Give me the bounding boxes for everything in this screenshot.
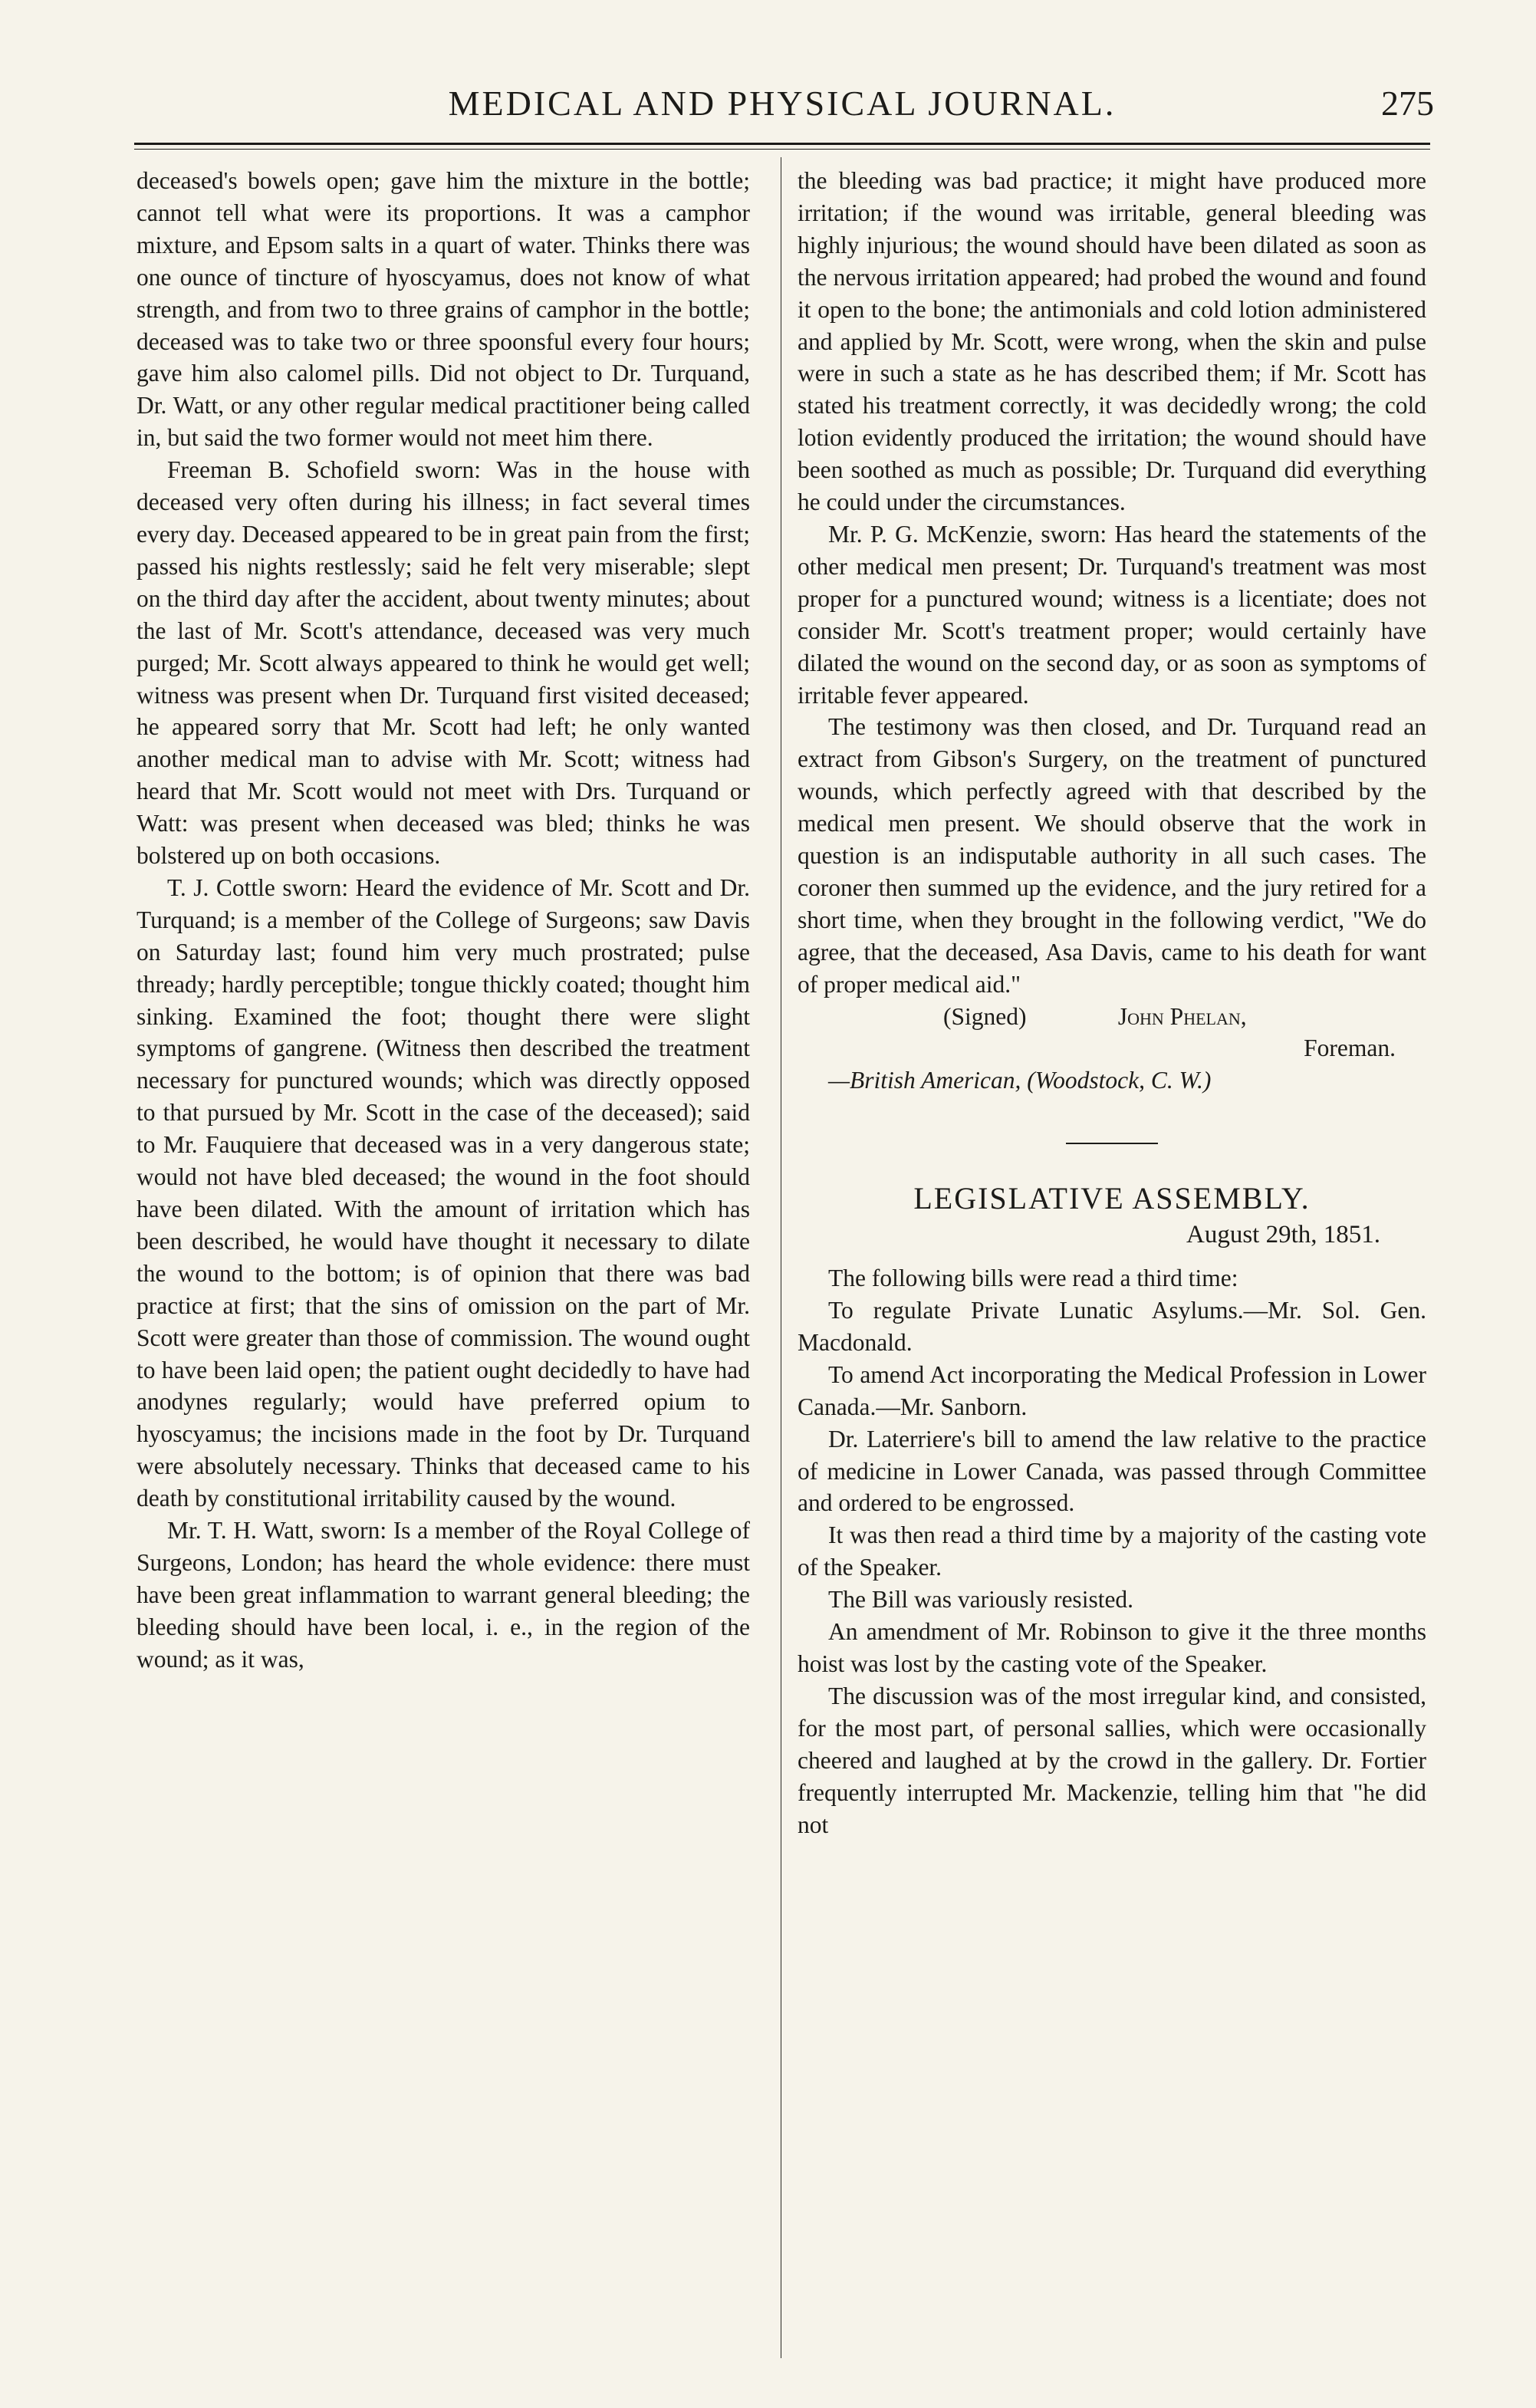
paragraph-laterriere-bill: Dr. Laterriere's bill to amend the law relative to the practice of medicine in Lower Canada, was passed through Committee and ordered to be engrossed.: [798, 1425, 1426, 1517]
header-rule: [134, 143, 1430, 145]
section-date: August 29th, 1851.: [1186, 1221, 1380, 1249]
paragraph-bills-intro: The following bills were read a third time:: [828, 1265, 1238, 1292]
section-title: LEGISLATIVE ASSEMBLY.: [913, 1181, 1311, 1216]
paragraph-verdict: The testimony was then closed, and Dr. Turquand read an extract from Gibson's Surgery, on the treatment of punctured wounds, which perfectly agreed with that described by the medical men present. We should observe that the work in question is an indisputable authority in all such cases. The coroner then summed up the evidence, and the jury retired for a short time, when they brought in the following verdict, "We do agree, that the deceased, Asa Davis, came to his death for want of proper medical aid.": [798, 713, 1426, 998]
signature-line: [798, 1001, 1426, 1033]
paragraph-watt-continued: the bleeding was bad practice; it might have produced more irritation; if the wound was irritable, general bleeding was highly injurious; the wound should have been dilated as soon as the nervous irritation appeared; had probed the wound and found it open to the bone; the antimonials and cold lotion administered and applied by Mr. Scott, were wrong, when the skin and pulse were in such a state as he has described them; if Mr. Scott has stated his treatment correctly, it was decidedly wrong; the cold lotion evidently produced the irritation; the wound should have been soothed as much as possible; Dr. Turquand did everything he could under the circumstances.: [798, 167, 1426, 516]
page-header: [130, 83, 1434, 129]
paragraph-discussion: The discussion was of the most irregular kind, and consisted, for the most part, of personal sallies, which were occasionally cheered and laughed at by the crowd in the gallery. Dr. Fortier frequently interrupted Mr. Mackenzie, telling him that "he did not: [798, 1682, 1426, 1838]
source-citation: —British American, (Woodstock, C. W.): [828, 1067, 1212, 1094]
paragraph-watt-testimony: Mr. T. H. Watt, sworn: Is a member of the Royal College of Surgeons, London; has heard the whole evidence: there must have been great inflammation to warrant general bleeding; the bleeding should have been local, i. e., in the region of the wound; as it was,: [136, 1517, 750, 1673]
page-number: 275: [1381, 84, 1434, 123]
left-column: [136, 165, 750, 1676]
paragraph-third-reading: It was then read a third time by a majority of the casting vote of the Speaker.: [798, 1521, 1426, 1581]
right-column: [798, 165, 1426, 1841]
paragraph-continued: deceased's bowels open; gave him the mixture in the bottle; cannot tell what were its proportions. It was a camphor mixture, and Epsom salts in a quart of water. Thinks there was one ounce of tincture of hyoscyamus, does not know of what strength, and from two to three grains of camphor in the bottle; deceased was to take two or three spoonsful every four hours; gave him also calomel pills. Did not object to Dr. Turquand, Dr. Watt, or any other regular medical practitioner being called in, but said the two former would not meet him there.: [136, 167, 750, 452]
paragraph-mckenzie-testimony: Mr. P. G. McKenzie, sworn: Has heard the statements of the other medical men present; Dr. Turquand's treatment was most proper for a punctured wound; witness is a licentiate; does not consider Mr. Scott's treatment proper; would certainly have dilated the wound on the second day, or as soon as symptoms of irritable fever appeared.: [798, 520, 1426, 709]
paragraph-resisted: The Bill was variously resisted.: [828, 1586, 1134, 1614]
signed-label: (Signed): [943, 1002, 1027, 1030]
foreman-label: Foreman.: [1304, 1035, 1396, 1062]
signer-name: John Phelan,: [1117, 1002, 1247, 1030]
header-rule-thin: [134, 149, 1430, 150]
running-title: MEDICAL AND PHYSICAL JOURNAL.: [448, 84, 1117, 123]
paragraph-amendment: An amendment of Mr. Robinson to give it the three months hoist was lost by the casting vote of the Speaker.: [798, 1618, 1426, 1677]
paragraph-bill-medical: To amend Act incorporating the Medical Profession in Lower Canada.—Mr. Sanborn.: [798, 1360, 1426, 1420]
paragraph-cottle-testimony: T. J. Cottle sworn: Heard the evidence of Mr. Scott and Dr. Turquand; is a member of the College of Surgeons; saw Davis on Saturday last; found him very much prostrated; pulse thready; hardly perceptible; tongue thickly coated; thought him sinking. Examined the foot; thought there were slight symptoms of gangrene. (Witness then described the treatment necessary for punctured wounds; which was directly opposed to that pursued by Mr. Scott in the case of the deceased); said to Mr. Fauquiere that deceased was in a very dangerous state; would not have bled deceased; the wound in the foot should have been dilated. With the amount of irritation which has been described, he would have thought it necessary to dilate the wound to the bottom; is of opinion that there was bad practice at first; that the sins of omission on the part of Mr. Scott were greater than those of commission. The wound ought to have been laid open; the patient ought decidedly to have had anodynes regularly; would have preferred opium to hyoscyamus; the incisions made in the foot by Dr. Turquand were absolutely necessary. Thinks that deceased came to his death by constitutional irritability caused by the wound.: [136, 873, 750, 1512]
paragraph-schofield-testimony: Freeman B. Schofield sworn: Was in the house with deceased very often during his illness; in fact several times every day. Deceased appeared to be in great pain from the first; passed his nights restlessly; said he felt very miserable; slept on the third day after the accident, about twenty minutes; about the last of Mr. Scott's attendance, deceased was very much purged; Mr. Scott always appeared to think he would get well; witness was present when Dr. Turquand first visited deceased; he appeared sorry that Mr. Scott had left; he only wanted another medical man to advise with Mr. Scott; witness had heard that Mr. Scott would not meet with Drs. Turquand or Watt: was present when deceased was bled; thinks he was bolstered up on both occasions.: [136, 456, 750, 870]
section-ornament: [1066, 1143, 1158, 1144]
paragraph-bill-asylums: To regulate Private Lunatic Asylums.—Mr. Sol. Gen. Macdonald.: [798, 1297, 1426, 1356]
